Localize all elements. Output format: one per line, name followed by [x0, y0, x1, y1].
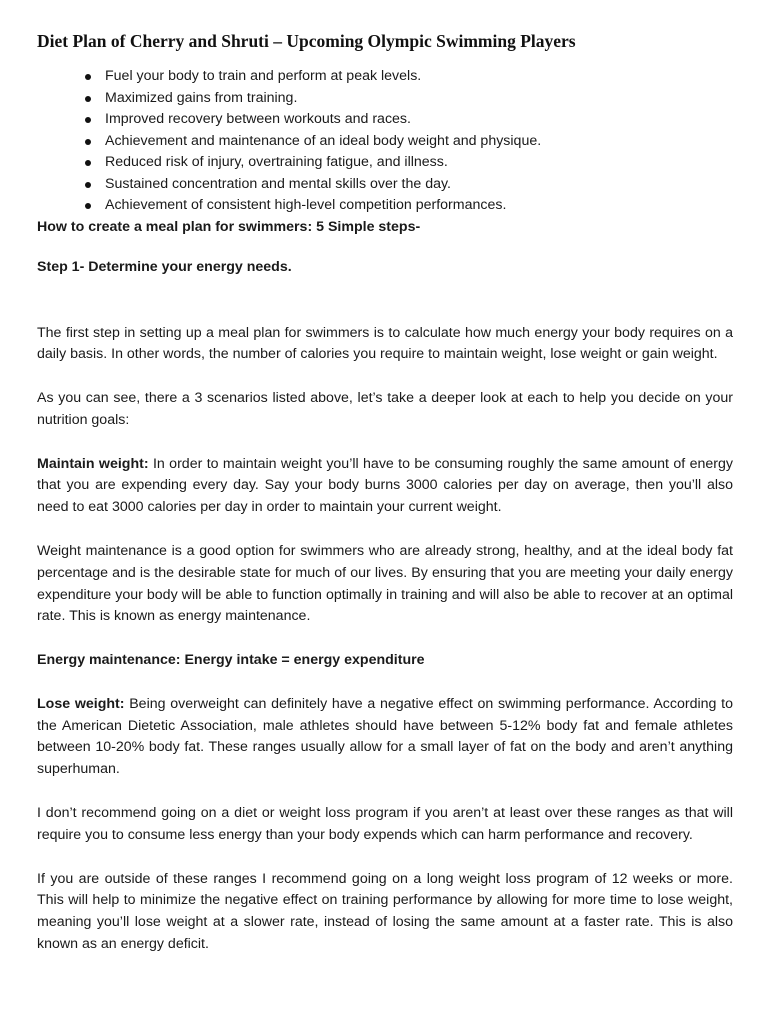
paragraph-weight-maintenance: Weight maintenance is a good option for swimmers who are already strong, healthy, and at the ideal body fat percentage and is the desirable state for much of our lives. By ensuring that you are meeting your daily energy expenditure your body will be able to function optimally in training and will also be able to recover at an optimal rate. This is known as energy maintenance. [37, 543, 733, 625]
energy-maintenance-heading: Energy maintenance: Energy intake = energy expenditure [37, 652, 425, 669]
list-item: Fuel your body to train and perform at peak levels. [105, 66, 733, 88]
list-item: Sustained concentration and mental skills over the day. [105, 174, 733, 196]
paragraph-scenarios: As you can see, there a 3 scenarios listed above, let’s take a deeper look at each to help you decide on your nutrition goals: [37, 390, 733, 428]
maintain-weight-label: Maintain weight: [37, 455, 149, 472]
paragraph-outside-ranges: If you are outside of these ranges I recommend going on a long weight loss program of 12 weeks or more. This will help to minimize the negative effect on training performance by allowing for more time to lose weight, meaning you’ll lose weight at a slower rate, instead of losing the same amount at a faster rate. This is also known as an energy deficit. [37, 870, 733, 952]
list-item: Improved recovery between workouts and races. [105, 109, 733, 131]
maintain-weight-text: In order to maintain weight you’ll have to be consuming roughly the same amount of energy that you are expending every day. Say your body burns 3000 calories per day on average, then you’ll also need to eat 3000 calories per day in order to maintain your current weight. [37, 455, 733, 516]
benefits-list [37, 66, 733, 217]
list-item: Achievement and maintenance of an ideal body weight and physique. [105, 131, 733, 153]
list-item: Reduced risk of injury, overtraining fatigue, and illness. [105, 152, 733, 174]
paragraph-dont-recommend: I don’t recommend going on a diet or weight loss program if you aren’t at least over these ranges as that will require you to consume less energy than your body expends which can harm performance and recovery. [37, 804, 733, 843]
paragraph-maintain-weight [37, 454, 733, 519]
lose-weight-label: Lose weight: [37, 695, 125, 712]
paragraph-first-step: The first step in setting up a meal plan for swimmers is to calculate how much energy your body requires on a daily basis. In other words, the number of calories you require to maintain weight, lose weight or gain weight. [37, 324, 733, 363]
lose-weight-text: Being overweight can definitely have a negative effect on swimming performance. According to the American Dietetic Association, male athletes should have between 5-12% body fat and female athletes between 10-20% body fat. These ranges usually allow for a small layer of fat on the body and aren’t anything superhuman. [37, 695, 733, 778]
list-item: Achievement of consistent high-level competition performances. [105, 195, 733, 217]
how-to-heading: How to create a meal plan for swimmers: 5 Simple steps- [37, 218, 421, 235]
document-page [37, 30, 733, 956]
page-title: Diet Plan of Cherry and Shruti – Upcoming Olympic Swimming Players [37, 31, 576, 51]
paragraph-lose-weight [37, 694, 733, 781]
list-item: Maximized gains from training. [105, 88, 733, 110]
step1-heading: Step 1- Determine your energy needs. [37, 259, 292, 275]
